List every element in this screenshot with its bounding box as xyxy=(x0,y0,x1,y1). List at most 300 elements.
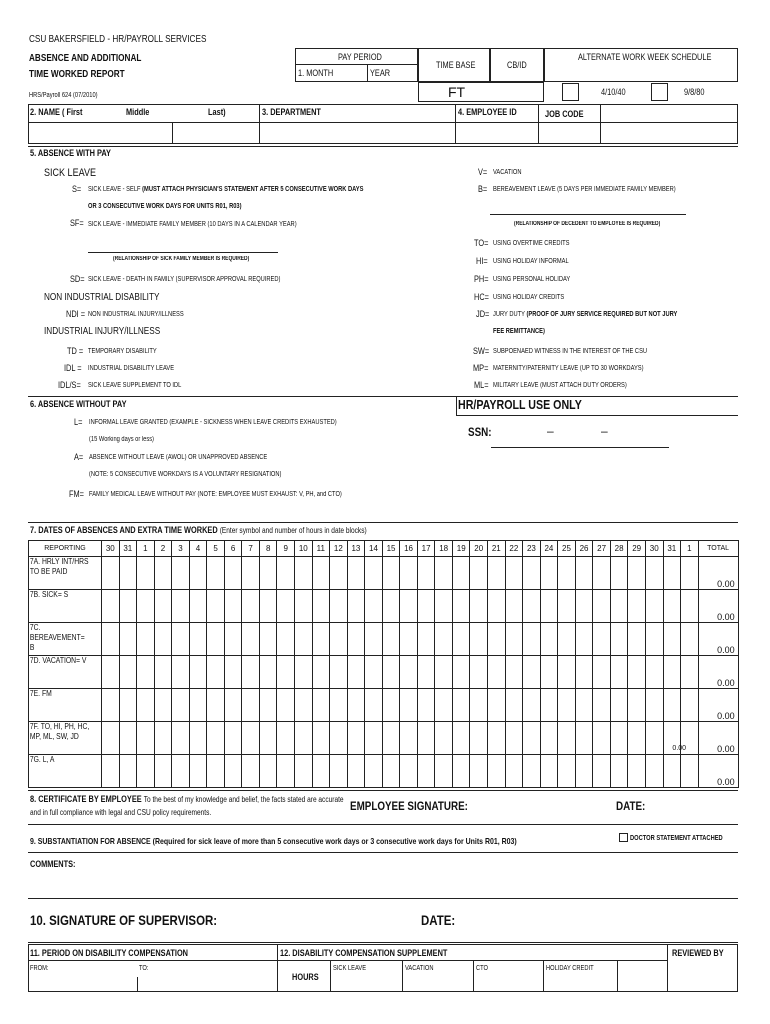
date-cell[interactable] xyxy=(242,590,260,623)
date-cell[interactable] xyxy=(224,557,242,590)
date-cell[interactable] xyxy=(154,689,172,722)
date-cell[interactable] xyxy=(137,689,155,722)
date-cell[interactable] xyxy=(102,623,120,656)
date-cell[interactable] xyxy=(347,722,365,755)
mp-text: MATERNITY/PATERNITY LEAVE (UP TO 30 WORKDAYS) xyxy=(493,365,644,372)
date-cell[interactable] xyxy=(575,722,593,755)
date-cell[interactable] xyxy=(172,755,190,788)
date-cell[interactable] xyxy=(435,656,453,689)
date-cell[interactable] xyxy=(137,590,155,623)
date-cell[interactable] xyxy=(488,689,506,722)
date-cell[interactable] xyxy=(242,557,260,590)
row-total: 0.00 xyxy=(698,722,738,755)
date-cell[interactable] xyxy=(382,722,400,755)
form-title: ABSENCE AND ADDITIONAL xyxy=(29,53,142,64)
date-cell[interactable] xyxy=(207,689,225,722)
date-cell[interactable] xyxy=(189,689,207,722)
date-cell[interactable] xyxy=(435,689,453,722)
date-cell[interactable] xyxy=(347,755,365,788)
date-cell[interactable] xyxy=(558,755,576,788)
date-cell[interactable] xyxy=(505,755,523,788)
date-cell[interactable] xyxy=(610,623,628,656)
date-cell[interactable] xyxy=(523,623,541,656)
date-cell[interactable] xyxy=(452,689,470,722)
date-cell[interactable] xyxy=(435,755,453,788)
table-row xyxy=(29,656,739,689)
table-row xyxy=(29,722,739,755)
date-cell[interactable] xyxy=(102,755,120,788)
date-cell[interactable] xyxy=(558,557,576,590)
date-cell[interactable] xyxy=(347,557,365,590)
sched-4-10-checkbox[interactable] xyxy=(562,83,579,101)
date-cell[interactable] xyxy=(452,623,470,656)
date-cell[interactable] xyxy=(259,755,277,788)
v-code: V= xyxy=(478,167,488,177)
td-code: TD = xyxy=(67,346,84,356)
date-cell[interactable] xyxy=(365,623,383,656)
date-cell[interactable] xyxy=(259,656,277,689)
day-header: 20 xyxy=(470,541,488,557)
date-cell[interactable] xyxy=(558,623,576,656)
date-cell[interactable] xyxy=(663,656,681,689)
date-cell[interactable] xyxy=(382,755,400,788)
date-cell[interactable] xyxy=(312,722,330,755)
date-cell[interactable] xyxy=(558,590,576,623)
date-cell[interactable] xyxy=(400,623,418,656)
date-cell[interactable] xyxy=(628,722,646,755)
date-cell[interactable] xyxy=(242,656,260,689)
date-cell[interactable] xyxy=(681,557,699,590)
date-cell[interactable] xyxy=(470,623,488,656)
date-cell[interactable] xyxy=(347,689,365,722)
date-cell[interactable] xyxy=(259,557,277,590)
ml-code: ML= xyxy=(474,380,489,390)
fm-code: FM= xyxy=(69,489,84,499)
date-cell[interactable] xyxy=(645,689,663,722)
date-cell[interactable] xyxy=(488,656,506,689)
date-cell[interactable] xyxy=(645,557,663,590)
date-cell[interactable] xyxy=(452,656,470,689)
date-cell[interactable] xyxy=(663,722,687,755)
date-cell[interactable] xyxy=(312,656,330,689)
date-cell[interactable] xyxy=(505,590,523,623)
date-cell[interactable] xyxy=(312,590,330,623)
date-cell[interactable] xyxy=(137,656,155,689)
date-cell[interactable] xyxy=(382,656,400,689)
ssn-input-line[interactable] xyxy=(491,447,669,448)
reviewed-by-label: REVIEWED BY xyxy=(672,948,724,958)
date-cell[interactable] xyxy=(452,590,470,623)
date-cell[interactable] xyxy=(295,623,313,656)
vacation-col: VACATION xyxy=(405,965,434,972)
table-row xyxy=(29,557,739,590)
section12-title: 12. DISABILITY COMPENSATION SUPPLEMENT xyxy=(280,948,448,958)
b-relationship-line[interactable] xyxy=(490,214,686,215)
doctor-statement-label: DOCTOR STATEMENT ATTACHED xyxy=(630,835,723,842)
date-cell[interactable] xyxy=(417,689,435,722)
date-cell[interactable] xyxy=(663,590,681,623)
row-label: 7B. SICK= S xyxy=(29,590,69,599)
date-cell[interactable] xyxy=(681,656,699,689)
s-text: SICK LEAVE - SELF (MUST ATTACH PHYSICIAN'S STATEMENT AFTER 5 CONSECUTIVE WORK DAYS xyxy=(88,186,364,193)
date-cell[interactable] xyxy=(505,557,523,590)
v-text: VACATION xyxy=(493,169,522,176)
day-header: 12 xyxy=(330,541,348,557)
date-cell[interactable] xyxy=(102,722,120,755)
ndi-code: NDI = xyxy=(66,309,86,319)
l-code: L= xyxy=(74,417,83,427)
ph-code: PH= xyxy=(474,274,489,284)
date-cell[interactable] xyxy=(400,557,418,590)
date-cell[interactable] xyxy=(470,689,488,722)
date-cell[interactable] xyxy=(137,722,155,755)
date-cell[interactable] xyxy=(558,722,576,755)
holiday-credit-col: HOLIDAY CREDIT xyxy=(546,965,594,972)
date-cell[interactable] xyxy=(242,722,260,755)
day-header: 14 xyxy=(365,541,383,557)
date-cell[interactable] xyxy=(593,689,611,722)
date-cell[interactable] xyxy=(435,623,453,656)
date-cell[interactable] xyxy=(207,722,225,755)
date-cell[interactable] xyxy=(505,656,523,689)
date-cell[interactable] xyxy=(435,557,453,590)
date-cell[interactable] xyxy=(277,623,295,656)
date-cell[interactable] xyxy=(347,590,365,623)
date-cell[interactable] xyxy=(575,623,593,656)
date-cell[interactable] xyxy=(102,689,120,722)
date-cell[interactable] xyxy=(277,656,295,689)
date-cell[interactable] xyxy=(575,557,593,590)
date-cell[interactable] xyxy=(540,722,558,755)
date-cell[interactable] xyxy=(400,656,418,689)
date-cell[interactable] xyxy=(488,623,506,656)
date-cell[interactable] xyxy=(207,557,225,590)
date-cell[interactable] xyxy=(470,656,488,689)
date-cell[interactable] xyxy=(365,656,383,689)
date-cell[interactable] xyxy=(663,689,681,722)
date-cell[interactable] xyxy=(663,557,681,590)
date-cell[interactable] xyxy=(593,755,611,788)
date-cell[interactable] xyxy=(400,590,418,623)
date-cell[interactable] xyxy=(628,623,646,656)
day-header: 13 xyxy=(347,541,365,557)
date-cell[interactable] xyxy=(417,590,435,623)
date-cell[interactable] xyxy=(259,722,277,755)
date-cell[interactable] xyxy=(488,557,506,590)
date-cell[interactable] xyxy=(540,755,558,788)
date-cell[interactable] xyxy=(488,722,506,755)
date-cell[interactable] xyxy=(347,656,365,689)
date-cell[interactable] xyxy=(365,590,383,623)
date-cell[interactable] xyxy=(663,755,681,788)
date-cell[interactable] xyxy=(523,557,541,590)
date-cell[interactable] xyxy=(172,557,190,590)
date-cell[interactable] xyxy=(102,590,120,623)
date-cell[interactable] xyxy=(452,557,470,590)
date-cell[interactable] xyxy=(417,623,435,656)
date-cell[interactable] xyxy=(154,590,172,623)
date-cell[interactable] xyxy=(382,623,400,656)
date-cell[interactable] xyxy=(119,623,137,656)
date-cell[interactable] xyxy=(312,689,330,722)
date-cell[interactable] xyxy=(365,557,383,590)
date-cell[interactable] xyxy=(330,722,348,755)
date-cell[interactable] xyxy=(400,722,418,755)
date-cell[interactable] xyxy=(242,623,260,656)
date-cell[interactable] xyxy=(347,623,365,656)
sw-code: SW= xyxy=(473,346,490,356)
date-cell[interactable] xyxy=(435,722,453,755)
date-cell[interactable] xyxy=(242,689,260,722)
date-cell[interactable] xyxy=(172,722,190,755)
date-cell[interactable] xyxy=(382,590,400,623)
day-header: 18 xyxy=(435,541,453,557)
date-cell[interactable] xyxy=(277,722,295,755)
sched-9-8-checkbox[interactable] xyxy=(651,83,668,101)
b-code: B= xyxy=(478,184,488,194)
date-cell[interactable] xyxy=(435,590,453,623)
date-cell[interactable] xyxy=(295,689,313,722)
date-cell[interactable] xyxy=(593,557,611,590)
date-cell[interactable] xyxy=(224,722,242,755)
date-cell[interactable] xyxy=(119,590,137,623)
date-cell[interactable] xyxy=(365,722,383,755)
table-row xyxy=(29,755,739,788)
date-cell[interactable] xyxy=(470,722,488,755)
date-cell[interactable] xyxy=(295,590,313,623)
date-cell[interactable] xyxy=(154,623,172,656)
b-note: (RELATIONSHIP OF DECEDENT TO EMPLOYEE IS REQUIRED) xyxy=(514,221,661,227)
date-cell[interactable] xyxy=(330,623,348,656)
sf-text: SICK LEAVE - IMMEDIATE FAMILY MEMBER (10 DAYS IN A CALENDAR YEAR) xyxy=(88,221,297,228)
idls-code: IDL/S= xyxy=(58,380,81,390)
last-label: Last) xyxy=(208,107,226,117)
date-cell[interactable] xyxy=(189,722,207,755)
alt-schedule-label: ALTERNATE WORK WEEK SCHEDULE xyxy=(578,52,712,62)
date-cell[interactable] xyxy=(224,623,242,656)
date-cell[interactable] xyxy=(400,755,418,788)
date-cell[interactable] xyxy=(575,656,593,689)
date-cell[interactable] xyxy=(295,656,313,689)
middle-label: Middle xyxy=(126,107,150,117)
date-cell[interactable] xyxy=(610,722,628,755)
date-cell[interactable] xyxy=(137,623,155,656)
date-cell[interactable] xyxy=(417,755,435,788)
date-cell[interactable] xyxy=(172,623,190,656)
date-cell[interactable] xyxy=(417,557,435,590)
date-cell[interactable] xyxy=(154,755,172,788)
date-cell[interactable] xyxy=(575,590,593,623)
date-cell[interactable] xyxy=(295,722,313,755)
date-cell[interactable] xyxy=(330,656,348,689)
date-cell[interactable] xyxy=(119,755,137,788)
hi-text: USING HOLIDAY INFORMAL xyxy=(493,258,569,265)
to-label: TO: xyxy=(139,965,149,972)
date-cell[interactable] xyxy=(452,722,470,755)
time-base-value-box[interactable] xyxy=(418,82,544,102)
date-cell[interactable] xyxy=(119,689,137,722)
date-cell[interactable] xyxy=(295,557,313,590)
table-row xyxy=(29,623,739,656)
date-cell[interactable] xyxy=(523,590,541,623)
date-cell[interactable] xyxy=(224,689,242,722)
department-label: 3. DEPARTMENT xyxy=(262,107,321,117)
date-cell[interactable] xyxy=(189,623,207,656)
date-cell[interactable] xyxy=(330,557,348,590)
date-cell[interactable] xyxy=(628,557,646,590)
date-cell[interactable] xyxy=(189,656,207,689)
time-base-label: TIME BASE xyxy=(436,60,476,70)
date-cell[interactable] xyxy=(295,755,313,788)
date-cell[interactable] xyxy=(330,755,348,788)
date-cell[interactable] xyxy=(102,656,120,689)
date-cell[interactable] xyxy=(330,689,348,722)
date-cell[interactable] xyxy=(523,656,541,689)
date-cell[interactable] xyxy=(470,755,488,788)
date-cell[interactable] xyxy=(488,755,506,788)
date-cell[interactable] xyxy=(277,689,295,722)
date-cell[interactable] xyxy=(224,590,242,623)
date-cell[interactable] xyxy=(382,557,400,590)
date-cell[interactable] xyxy=(681,755,699,788)
pay-period-label: PAY PERIOD xyxy=(338,52,382,62)
date-cell[interactable] xyxy=(628,590,646,623)
date-cell[interactable] xyxy=(575,755,593,788)
date-cell[interactable] xyxy=(312,557,330,590)
date-cell[interactable] xyxy=(681,623,699,656)
date-cell[interactable] xyxy=(312,755,330,788)
sf-note: (RELATIONSHIP OF SICK FAMILY MEMBER IS REQUIRED) xyxy=(113,256,250,262)
date-cell[interactable] xyxy=(189,590,207,623)
row-label: 7A. HRLY INT/HRS TO BE PAID xyxy=(29,557,89,576)
date-cell[interactable] xyxy=(154,557,172,590)
date-cell[interactable] xyxy=(189,755,207,788)
date-cell[interactable] xyxy=(645,623,663,656)
date-cell[interactable] xyxy=(645,590,663,623)
date-cell[interactable] xyxy=(593,722,611,755)
date-cell[interactable] xyxy=(663,623,681,656)
date-cell[interactable] xyxy=(365,755,383,788)
date-cell[interactable] xyxy=(259,689,277,722)
date-cell[interactable] xyxy=(681,689,699,722)
date-cell[interactable] xyxy=(540,656,558,689)
date-cell[interactable] xyxy=(593,623,611,656)
date-cell[interactable] xyxy=(119,656,137,689)
date-cell[interactable] xyxy=(172,689,190,722)
date-cell[interactable] xyxy=(645,656,663,689)
date-cell[interactable] xyxy=(558,656,576,689)
date-cell[interactable] xyxy=(540,623,558,656)
date-cell[interactable] xyxy=(593,656,611,689)
section9-title: 9. SUBSTANTIATION FOR ABSENCE (Required for sick leave of more than 5 consecutive work days or 3 consecutive work days for Units R01, R03) xyxy=(30,836,517,846)
date-cell[interactable] xyxy=(277,755,295,788)
date-cell[interactable] xyxy=(610,557,628,590)
date-cell[interactable] xyxy=(207,623,225,656)
date-cell[interactable] xyxy=(207,755,225,788)
date-cell[interactable] xyxy=(628,689,646,722)
date-cell[interactable] xyxy=(277,557,295,590)
date-cell[interactable] xyxy=(102,557,120,590)
date-cell[interactable] xyxy=(452,755,470,788)
date-cell[interactable] xyxy=(645,722,663,755)
date-cell[interactable] xyxy=(628,656,646,689)
date-cell[interactable] xyxy=(593,590,611,623)
date-cell[interactable] xyxy=(382,689,400,722)
date-cell[interactable] xyxy=(610,689,628,722)
date-cell[interactable] xyxy=(224,656,242,689)
date-cell[interactable] xyxy=(523,755,541,788)
supervisor-date-label: DATE: xyxy=(421,912,456,928)
date-cell[interactable] xyxy=(610,755,628,788)
ssn-dash-2: – xyxy=(601,424,608,438)
sf-relationship-line[interactable] xyxy=(88,252,278,253)
date-cell[interactable] xyxy=(505,722,523,755)
date-cell[interactable] xyxy=(417,722,435,755)
date-cell[interactable] xyxy=(540,557,558,590)
date-cell[interactable] xyxy=(154,656,172,689)
date-cell[interactable] xyxy=(119,557,137,590)
date-cell[interactable] xyxy=(558,689,576,722)
date-cell[interactable] xyxy=(523,722,541,755)
date-cell[interactable] xyxy=(645,755,663,788)
date-cell[interactable] xyxy=(488,590,506,623)
date-cell[interactable] xyxy=(312,623,330,656)
date-cell[interactable] xyxy=(259,590,277,623)
date-cell[interactable] xyxy=(137,557,155,590)
date-cell[interactable] xyxy=(259,623,277,656)
row-label: 7G. L, A xyxy=(29,755,55,764)
date-cell[interactable] xyxy=(523,689,541,722)
year-label: YEAR xyxy=(370,68,391,78)
date-cell[interactable] xyxy=(505,623,523,656)
date-cell[interactable] xyxy=(172,590,190,623)
date-cell[interactable] xyxy=(470,590,488,623)
row-total: 0.00 xyxy=(698,656,738,689)
date-cell[interactable] xyxy=(277,590,295,623)
date-cell[interactable] xyxy=(224,755,242,788)
date-cell[interactable] xyxy=(207,590,225,623)
date-cell[interactable] xyxy=(154,722,172,755)
date-cell[interactable] xyxy=(189,557,207,590)
date-cell[interactable] xyxy=(172,656,190,689)
date-cell[interactable] xyxy=(417,656,435,689)
time-base-value: FT xyxy=(448,84,466,100)
date-cell[interactable] xyxy=(365,689,383,722)
date-cell[interactable] xyxy=(330,590,348,623)
date-cell[interactable] xyxy=(505,689,523,722)
day-header: 23 xyxy=(523,541,541,557)
date-cell[interactable] xyxy=(137,755,155,788)
day-header: 8 xyxy=(259,541,277,557)
date-cell[interactable] xyxy=(470,557,488,590)
industrial-heading: INDUSTRIAL INJURY/ILLNESS xyxy=(44,326,161,337)
date-cell[interactable] xyxy=(575,689,593,722)
date-cell[interactable] xyxy=(242,755,260,788)
date-cell[interactable] xyxy=(119,722,137,755)
day-header: 31 xyxy=(119,541,137,557)
date-cell[interactable] xyxy=(400,689,418,722)
date-cell[interactable] xyxy=(540,689,558,722)
a-code: A= xyxy=(74,452,84,462)
date-cell[interactable] xyxy=(610,656,628,689)
date-cell[interactable] xyxy=(610,590,628,623)
doctor-statement-checkbox[interactable] xyxy=(619,833,628,842)
section7-title: 7. DATES OF ABSENCES AND EXTRA TIME WORKED (Enter symbol and number of hours in date blocks) xyxy=(30,525,367,535)
date-cell[interactable] xyxy=(540,590,558,623)
date-cell[interactable] xyxy=(681,590,699,623)
date-cell[interactable] xyxy=(207,656,225,689)
date-cell[interactable] xyxy=(628,755,646,788)
